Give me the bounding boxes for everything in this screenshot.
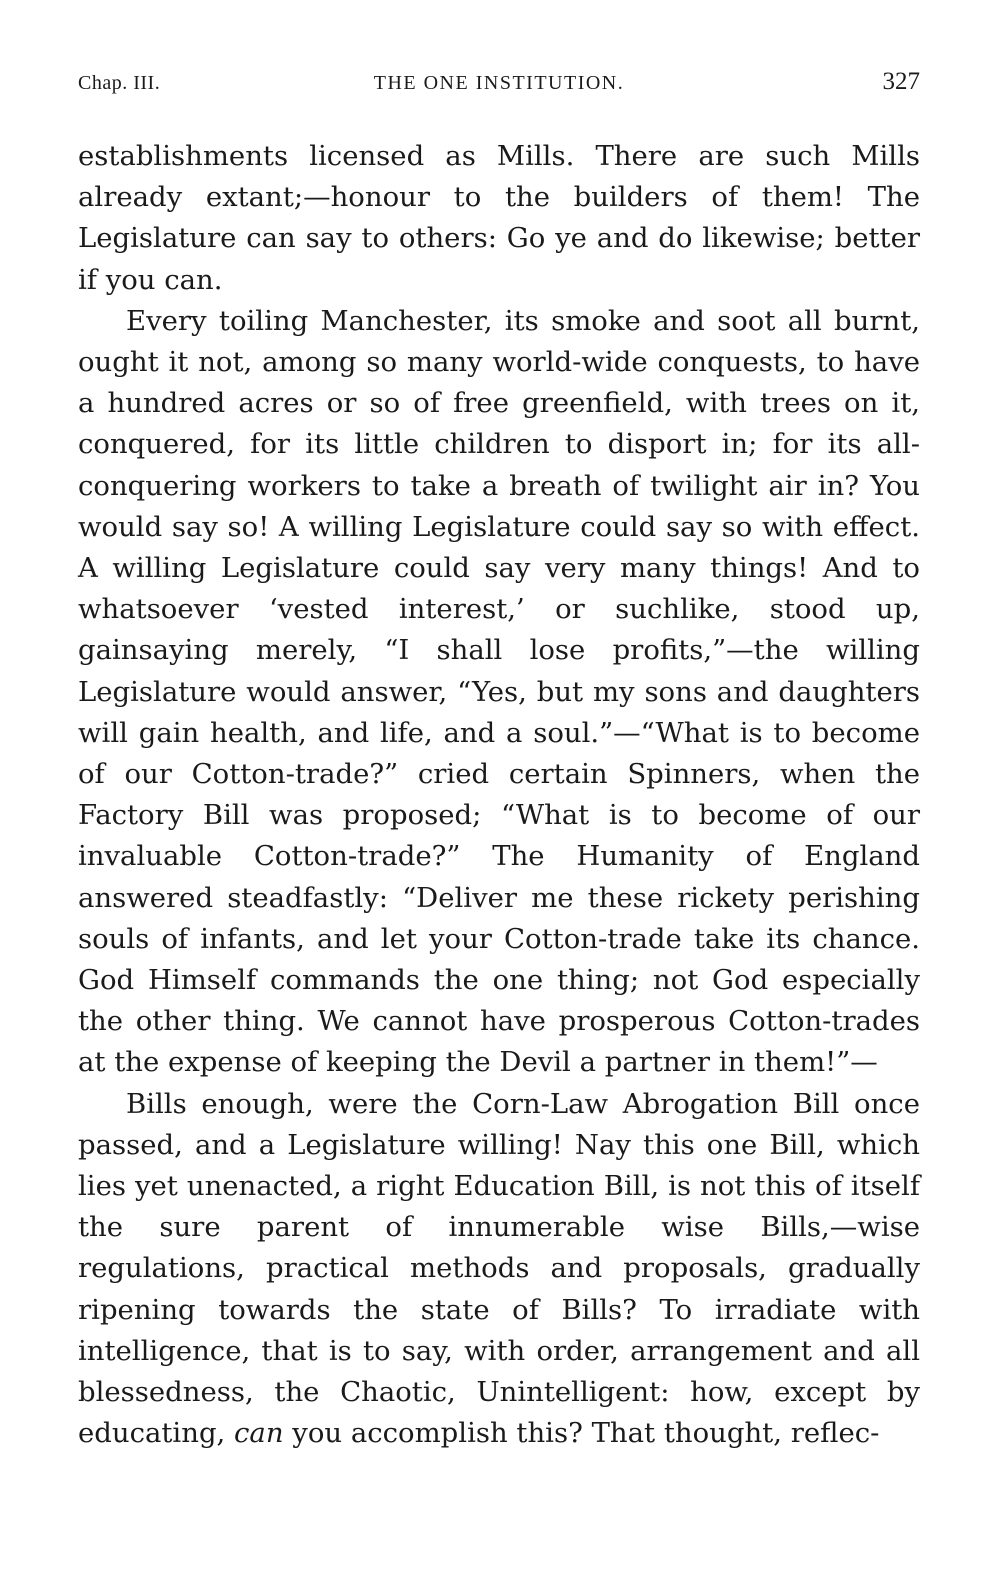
chapter-label: Chap. III.	[78, 72, 161, 94]
body-text	[78, 136, 920, 1455]
paragraph-continued: establishments licensed as Mills. There are such Mills already extant;—honour to the builders of them! The Legislature can say to others: Go ye and do likewise; better if you can.	[78, 140, 920, 296]
book-page	[78, 68, 920, 1455]
page-number: 327	[882, 68, 920, 95]
paragraph-bills	[78, 1084, 920, 1455]
running-header	[78, 68, 920, 108]
running-title: THE ONE INSTITUTION.	[373, 72, 625, 94]
paragraph-text-after: you accomplish this? That thought, reflec-	[283, 1417, 880, 1450]
paragraph-manchester: Every toiling Manchester, its smoke and soot all burnt, ought it not, among so many world-wide conquests, to have a hundred acres or so of free greenfield, with trees on it, conquered, for its little children to disport in; for its all-conquering workers to take a breath of twilight air in? You would say so! A willing Legislature could say so with effect. A willing Legislature could say very many things! And to whatsoever ‘vested interest,’ or suchlike, stood up, gainsaying merely, “I shall lose profits,”—the willing Legislature would answer, “Yes, but my sons and daughters will gain health, and life, and a soul.”—“What is to become of our Cotton-trade?” cried certain Spinners, when the Factory Bill was proposed; “What is to become of our invaluable Cotton-trade?” The Humanity of England answered steadfastly: “Deliver me these rickety perishing souls of infants, and let your Cotton-trade take its chance. God Himself commands the one thing; not God especially the other thing. We cannot have prosperous Cotton-trades at the expense of keeping the Devil a partner in them!”—	[78, 304, 920, 1079]
emphasis-word: can	[234, 1417, 284, 1450]
paragraph-text-before: Bills enough, were the Corn-Law Abrogation Bill once passed, and a Legislature willing! Nay this one Bill, which lies yet unenacted, a right Education Bill, is not this of itself the sure parent of innumerable wise Bills,—wise regulations, practical methods and proposals, gradually ripening towards the state of Bills? To irradiate with intelligence, that is to say, with order, arrangement and all blessedness, the Chaotic, Unintelligent: how, except by educating,	[78, 1087, 920, 1450]
